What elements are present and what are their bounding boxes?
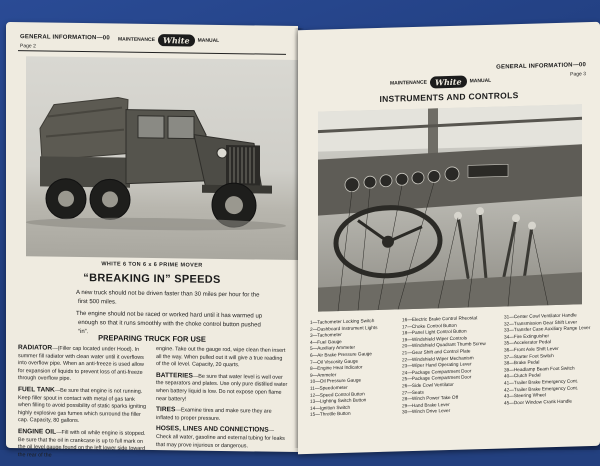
legend-item: 36—Front Axle Shift Lever	[504, 345, 559, 353]
engine-oil-text: —Fill with oil while engine is stopped. Be sure that the oil in crankcase is up to full mark on the oil level gauge found on the left lower side toward the rear of the	[18, 429, 146, 459]
legend-item: 28—Winch Power Take Off	[402, 394, 459, 402]
oil-continued-text: engine. Take out the gauge rod, wipe clean then insert all the way. When pulled out it will give a true reading of the oil level. Capacity, 20 quarts.	[156, 346, 286, 369]
left-page-header: GENERAL INFORMATION—00	[20, 34, 110, 42]
tires-text: —Examine tires and make sure they are inflated to proper pressure.	[156, 407, 272, 422]
legend-item: 16—Electric Brake Control Rheostat	[402, 315, 478, 323]
right-page	[298, 22, 600, 454]
legend-column-3	[504, 312, 600, 407]
legend-item: 10—Oil Pressure Gauge	[310, 377, 362, 385]
intro-paragraph: The engine should not be raced or worked hard until it has warmed up enough so that it runs smoothly with the choke control button pushed “in”.	[76, 310, 263, 336]
legend-item: 21—Gear Shift and Control Plate	[402, 348, 471, 356]
legend-item: 30—Winch Drive Lever	[402, 408, 451, 415]
hoses-text: —Check all water, gasoline and external tubing for leaks that may prove injurious or dangerous.	[156, 427, 285, 449]
dashboard-photo	[318, 104, 582, 311]
right-manual-logo	[390, 75, 491, 90]
legend-item: 9—Ammeter	[310, 371, 337, 378]
left-page-number: Page 2	[20, 43, 36, 50]
legend-item: 41—Trailer Brake Emergency Cont.	[504, 378, 579, 386]
legend-item: 14—Ignition Switch	[310, 404, 351, 411]
manual-word: MAINTENANCE	[390, 79, 427, 87]
right-page-number: Page 3	[570, 71, 586, 78]
intro-paragraph: A new truck should not be driven faster than 30 miles per hour for the first 500 miles.	[76, 289, 260, 306]
batteries-text: —Be sure that water level is well over the separators and plates. Use only pure distilled water when battery liquid is low. Do not expose open flame near battery!	[156, 373, 288, 403]
dashboard-illustration	[318, 104, 582, 311]
legend-item: 19—Windshield Wiper Controls	[402, 335, 468, 343]
white-logo: White	[430, 76, 467, 89]
legend-item: 34—Fire Extinguisher	[504, 332, 550, 340]
text-column-right	[156, 346, 288, 454]
legend-item: 23—Wiper Hand Operating Lever	[402, 361, 472, 369]
legend-item: 5—Auxiliary Ammeter	[310, 344, 356, 352]
legend-item: 2—Dashboard Instrument Lights	[310, 324, 378, 332]
batteries-heading: BATTERIES	[156, 371, 193, 380]
legend-item: 31—Center Cowl Ventilator Handle	[504, 312, 577, 320]
fuel-tank-heading: FUEL TANK	[18, 386, 55, 394]
legend-item: 12—Speed Control Button	[310, 390, 365, 398]
legend-item: 6—Air Brake Pressure Gauge	[310, 351, 373, 358]
legend-item: 3—Tachometer	[310, 332, 342, 339]
manual-word: MANUAL	[469, 77, 492, 85]
truck-illustration	[26, 56, 298, 260]
legend-item: 8—Engine Heat Indicator	[310, 364, 363, 372]
legend-item: 29—Hand Brake Lever	[402, 401, 450, 409]
legend-item: 39—Headlamp Beam Foot Switch	[504, 365, 575, 373]
legend-item: 26—Side Cowl Ventilator	[402, 381, 454, 389]
legend-item: 1—Tachometer Locking Switch	[310, 318, 375, 325]
legend-item: 40—Clutch Pedal	[504, 372, 541, 379]
legend-item: 17—Choke Control Button	[402, 322, 457, 329]
engine-oil-heading: ENGINE OIL	[18, 428, 57, 436]
legend-column-1	[310, 317, 402, 418]
legend-item: 7—Oil Viscosity Gauge	[310, 358, 359, 365]
left-page	[6, 22, 298, 459]
white-logo: White	[158, 34, 195, 47]
legend-item: 20—Windshield Quadrant Thumb Screw	[402, 341, 486, 349]
radiator-heading: RADIATOR	[18, 344, 53, 352]
fuel-tank-text: —Be sure that engine is not running. Keep filler spout in contact with metal of gas tank when filling to avoid possibility of static sparks igniting highly explosive gas fumes which surround the filler cap. Capacity, 80 gallons.	[18, 387, 146, 425]
manual-word: MANUAL	[197, 37, 220, 44]
legend-item: 35—Accelerator Pedal	[504, 339, 551, 346]
truck-photo	[26, 56, 298, 260]
legend-item: 45—Door Window Crank Handle	[504, 398, 572, 406]
legend-item: 43—Steering Wheel	[504, 392, 546, 399]
right-page-header: GENERAL INFORMATION—00	[496, 62, 586, 71]
legend-item: 4—Fuel Gauge	[310, 338, 342, 345]
prep-title: PREPARING TRUCK FOR USE	[98, 333, 206, 344]
tires-heading: TIRES	[156, 406, 176, 414]
legend-item: 33—Transfer Case Auxiliary Range Lever	[504, 325, 591, 333]
legend-item: 32—Transmission Gear Shift Lever	[504, 319, 578, 327]
header-rule	[18, 50, 286, 55]
legend-item: 11—Speedometer	[310, 384, 348, 391]
photo-caption: WHITE 6 TON 6 x 6 PRIME MOVER	[101, 261, 203, 269]
legend-item: 18—Panel Light Control Button	[402, 328, 467, 336]
text-column-left	[18, 344, 146, 464]
manual-word: MAINTENANCE	[118, 36, 155, 44]
legend-column-2	[402, 315, 502, 417]
legend-item: 37—Starter Foot Switch	[504, 352, 554, 360]
legend-item: 24—Package Compartment Door	[402, 368, 472, 376]
instruments-title: INSTRUMENTS AND CONTROLS	[379, 90, 519, 104]
radiator-text: —(Filler cap located under Hood). In summer fill radiator with clean water until it overflows into overflow pipe. When an anti-freeze is used allow for expansion of liquids to prevent loss of anti-freeze through overflow pipe.	[18, 345, 144, 383]
hoses-heading: HOSES, LINES AND CONNECTIONS	[156, 425, 269, 434]
legend-item: 25—Package Compartment Door	[402, 374, 472, 382]
section-title: “BREAKING IN” SPEEDS	[83, 272, 221, 286]
legend-item: 13—Lighting Switch Button	[310, 397, 367, 405]
legend-item: 38—Brake Pedal	[504, 359, 540, 366]
left-manual-logo	[118, 34, 219, 47]
legend-item: 42—Trailer Brake Emergency Cont.	[504, 384, 579, 392]
legend-item: 22—Windshield Wiper Mechanism	[402, 354, 474, 362]
legend-item: 15—Throttle Button	[310, 411, 351, 418]
legend-item: 27—Seats	[402, 389, 424, 395]
open-manual	[4, 18, 600, 459]
